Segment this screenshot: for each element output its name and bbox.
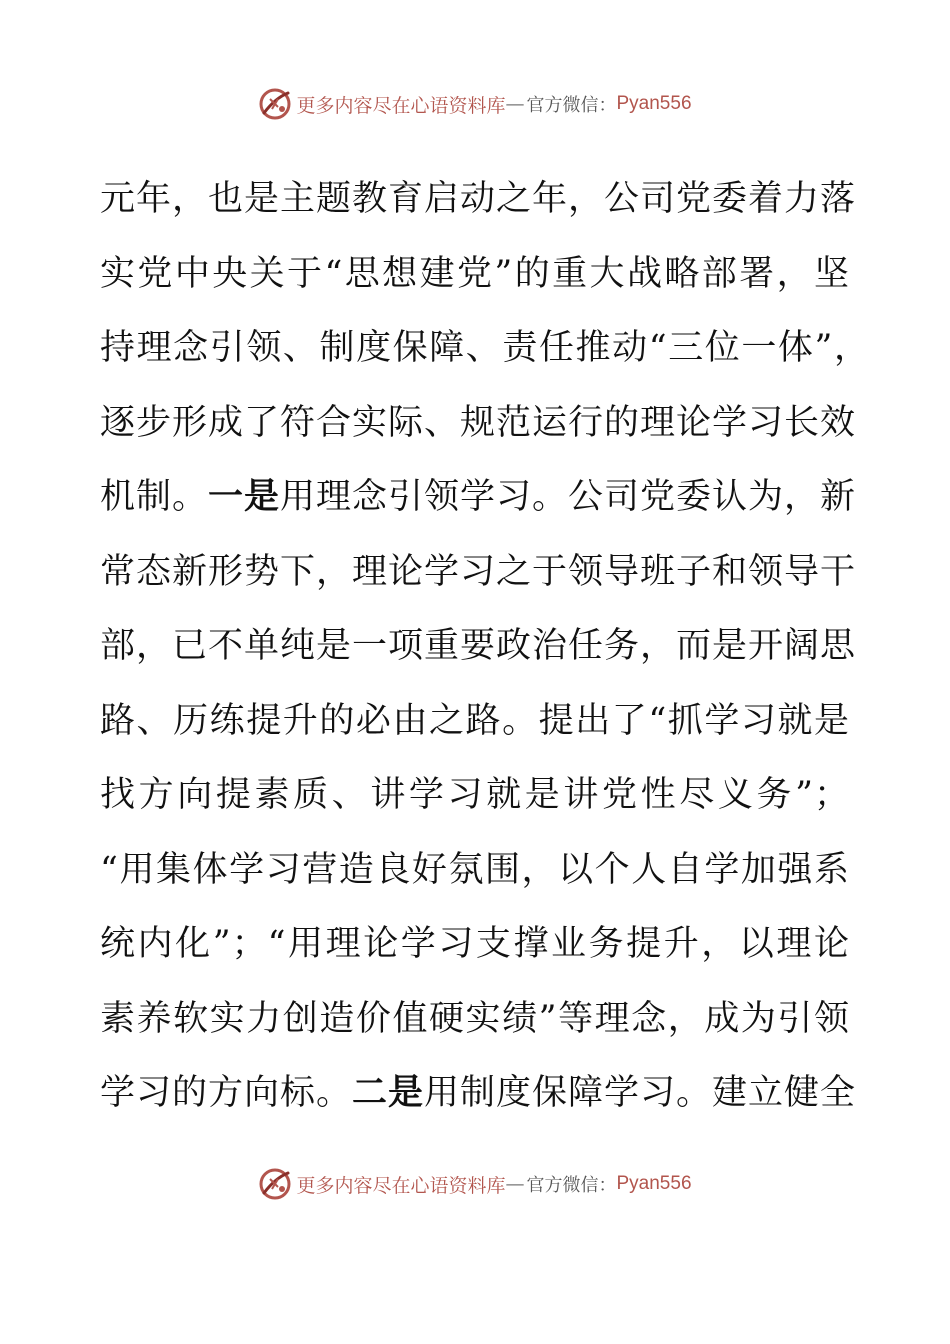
body-line bbox=[100, 982, 850, 1057]
body-line bbox=[100, 386, 857, 461]
brush-logo-icon bbox=[258, 1167, 292, 1201]
body-text-segment: 部，已不单纯是一项重要政治任务，而是开阔思 bbox=[100, 626, 857, 666]
body-line bbox=[100, 535, 857, 610]
body-text-segment: 素养软实力创造价值硬实绩”等理念，成为引领 bbox=[100, 998, 850, 1039]
body-line bbox=[100, 162, 857, 237]
body-line bbox=[100, 758, 850, 833]
body-text-segment: 持理念引领、制度保障、责任推动“三位一体”， bbox=[100, 328, 870, 368]
brush-logo-icon bbox=[258, 87, 292, 121]
body-text-segment: 实党中央关于“思想建党”的重大战略部署，坚 bbox=[100, 253, 850, 294]
watermark-site-text: 更多内容尽在心语资料库 bbox=[296, 1174, 506, 1197]
watermark-wechat-label: 官方微信： bbox=[526, 1175, 617, 1196]
header-watermark bbox=[0, 84, 950, 124]
watermark-wechat-id: Pyan556 bbox=[616, 1173, 692, 1194]
watermark-separator: — bbox=[505, 93, 525, 115]
body-text-segment: 用制度保障学习。建立健全 bbox=[424, 1073, 857, 1113]
body-text-segment: 用理念引领学习。公司党委认为，新 bbox=[280, 477, 857, 517]
watermark-wechat-label: 官方微信： bbox=[526, 95, 617, 116]
body-text-segment: 逐步形成了符合实际、规范运行的理论学习长效 bbox=[100, 402, 857, 443]
watermark-site-text: 更多内容尽在心语资料库 bbox=[296, 94, 506, 117]
body-text-segment: 找方向提素质、讲学习就是讲党性尽义务”； bbox=[100, 775, 850, 815]
body-line bbox=[100, 311, 870, 386]
body-line bbox=[100, 833, 850, 908]
body-text-segment: 元年，也是主题教育启动之年，公司党委着力落 bbox=[100, 179, 857, 219]
emphasis-text: 二是 bbox=[352, 1073, 425, 1113]
body-text-segment: 路、历练提升的必由之路。提出了“抓学习就是 bbox=[100, 700, 850, 741]
body-text-segment: 统内化”；“用理论学习支撑业务提升，以理论 bbox=[100, 924, 850, 964]
document-body bbox=[100, 162, 870, 1131]
body-line bbox=[100, 460, 857, 535]
body-text-segment: 常态新形势下，理论学习之于领导班子和领导干 bbox=[100, 551, 857, 592]
footer-watermark bbox=[0, 1164, 950, 1204]
body-line bbox=[100, 907, 850, 982]
body-line bbox=[100, 609, 857, 684]
body-text-segment: 机制。 bbox=[100, 477, 209, 517]
body-line bbox=[100, 237, 850, 312]
watermark-wechat-id: Pyan556 bbox=[616, 93, 692, 114]
body-text-segment: “用集体学习营造良好氛围，以个人自学加强系 bbox=[100, 849, 850, 890]
emphasis-text: 一是 bbox=[208, 477, 281, 517]
watermark-separator: — bbox=[505, 1173, 525, 1195]
body-line bbox=[100, 684, 850, 759]
body-text-segment: 学习的方向标。 bbox=[100, 1073, 353, 1113]
body-line bbox=[100, 1056, 857, 1131]
